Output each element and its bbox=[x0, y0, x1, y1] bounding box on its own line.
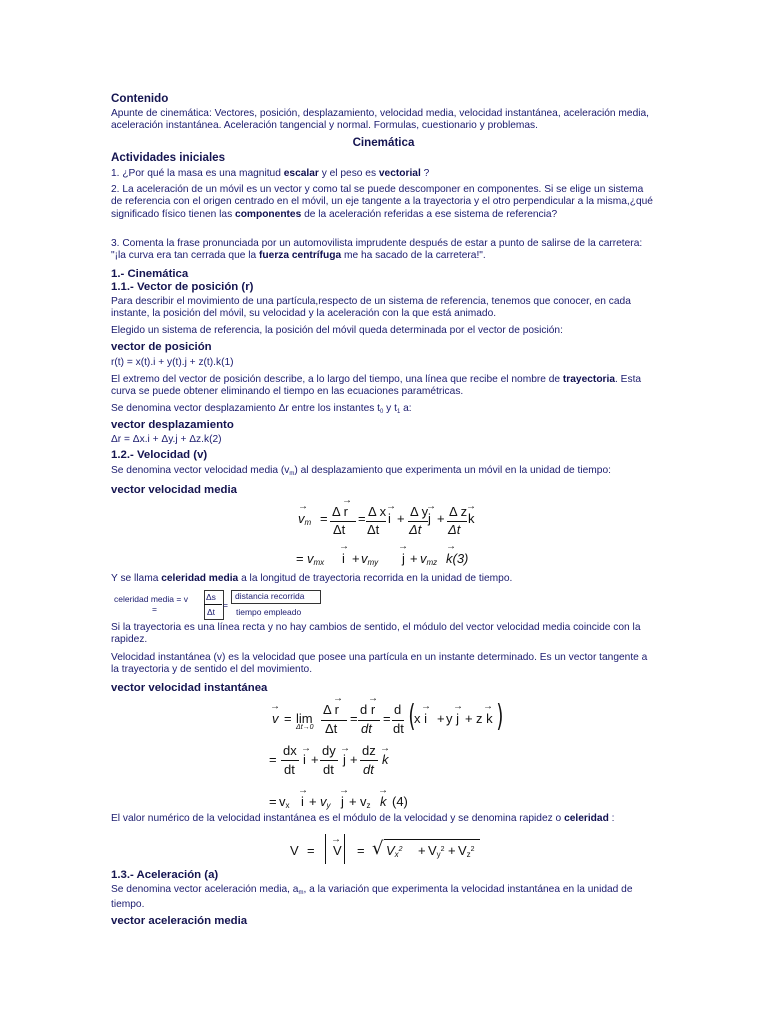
paragraph-4: Se denomina vector desplazamiento Δr entre los instantes $t_0$ y $t_1$ a: bbox=[111, 403, 412, 415]
vector-desplazamiento-title: vector desplazamiento bbox=[111, 419, 234, 431]
vector-posicion-equation: r(t) = x(t).i + y(t).j + z(t).k(1) bbox=[111, 357, 234, 368]
vector-velocidad-instantanea-title: vector velocidad instantánea bbox=[111, 682, 268, 694]
section-1-2-heading: 1.2.- Velocidad (v) bbox=[111, 449, 208, 461]
paragraph-9: El valor numérico de la velocidad instantánea es el módulo de la velocidad y se denomina rapidez o celeridad : bbox=[111, 813, 615, 824]
vector-posicion-title: vector de posición bbox=[111, 341, 212, 353]
contenido-text: Apunte de cinemática: Vectores, posición, desplazamiento, velocidad media, velocidad instantánea, aceleración media, aceleración instantánea. Aceleración tangencial y normal. Formulas, cuestionario y problemas. bbox=[111, 108, 649, 132]
paragraph-10: Se denomina vector aceleración media, $a_m$, a la variación que experimenta la velocidad instantánea en la unidad de tiempo. bbox=[111, 884, 633, 911]
document-page: Contenido Apunte de cinemática: Vectores, posición, desplazamiento, velocidad media, velocidad instantánea, aceleración media, aceleración instantánea. Aceleración tangencial y normal. Formulas, cuestionario y problemas. Cinemática Actividades iniciales 1. ¿Por qué la masa es una magnitud escalar y el peso es vectorial ? 2. La aceleración de un móvil es un vector y como tal se puede descomponer en componentes. Si se elige un sistema de referencia con el origen centrado en el móvil, un eje tangente a la trayectoria y el otro perpendicular a la misma,¿qué significado físico tienen las componentes de la aceleración referidas a ese sistema de referencia? 3. Comenta la frase pronunciada por un automovilista imprudente después de estar a punto de salirse de la carretera: "¡la curva era tan cerrada que la fuerza centrífuga me ha sacado de la carretera!". 1.- Cinemática 1.1.- Vector de posición (r) Para describir el movimiento de una partícula,respecto de un sistema de referencia, tenemos que conocer, en cada instante, la posición del móvil, su velocidad y la aceleración con la que está animado. Elegido un sistema de referencia, la posición del móvil queda determinada por el vector de posición: vector de posición r(t) = x(t).i + y(t).j + z(t).k(1) El extremo del vector de posición describe, a lo largo del tiempo, una línea que recibe el nombre de trayectoria. Esta curva se puede obtener eliminando el tiempo en las ecuaciones paramétricas. Se denomina vector desplazamiento Δr entre los instantes $t_0$ y $t_1$ a: vector desplazamiento Δr = Δx.i + Δy.j + Δz.k(2) 1.2.- Velocidad (v) Se denomina vector velocidad media $(v_m)$ al desplazamiento que experimenta un móvil en la unidad de tiempo: vector velocidad media → $v_m$ = → Δ r Δt = Δ x Δt → i + Δ y Δt → j + Δ z Δt → k = $v_{mx}$ → i + $v_{my}$ → j + $v_{mz}$ → k(3) Y se llama celeridad media a la longitud de trayectoria recorrida en la unidad de tiempo. celeridad media = v = Δs Δt = distancia recorrida tiempo empleado Si la trayectoria es una línea recta y no hay cambios de sentido, el módulo del vector velocidad media coincide con la rapidez. Velocidad instantánea (v) es la velocidad que posee una partícula en un instante determinado. Es un vector tangente a la trayectoria y de sentido el del movimiento. vector velocidad instantánea → v = lim Δt→0 → Δ r Δt = → d r dt = d dt ( → x i + → y j + → z k ) = dx dt → i + dy dt → j + dz dt → k = $v_x$ → i + $v_y$ → j + $v_z$ → k (4) El valor numérico de la velocidad instantánea es el módulo de la velocidad y se denomina rapidez o celeridad : V = → V = √ $V_x^2$ + $V_y^2$ + $V_z^2$ 1.3.- Aceleración (a) Se denomina vector aceleración media, $a_m$, a la variación que experimenta la velocidad instantánea en la unidad de tiempo. vector aceleración media bbox=[0, 0, 768, 1024]
main-title: Cinemática bbox=[352, 136, 415, 149]
actividades-title: Actividades iniciales bbox=[111, 151, 226, 164]
question-3: 3. Comenta la frase pronunciada por un automovilista imprudente después de estar a punto de salirse de la carretera: "¡la curva era tan cerrada que la fuerza centrífuga me ha sacado de la carretera!". bbox=[111, 238, 643, 262]
vector-velocidad-media-title: vector velocidad media bbox=[111, 484, 237, 496]
vector-aceleracion-media-title: vector aceleración media bbox=[111, 915, 248, 927]
paragraph-5: Se denomina vector velocidad media $(v_m)$ al desplazamiento que experimenta un móvil en la unidad de tiempo: bbox=[111, 465, 611, 477]
paragraph-6: Y se llama celeridad media a la longitud de trayectoria recorrida en la unidad de tiempo. bbox=[111, 573, 513, 584]
section-1-1-heading: 1.1.- Vector de posición (r) bbox=[111, 281, 254, 293]
section-1-heading: 1.- Cinemática bbox=[111, 268, 189, 280]
paragraph-1: Para describir el movimiento de una partícula,respecto de un sistema de referencia, tenemos que conocer, en cada instante, la posición del móvil, su velocidad y la aceleración con la que está animado. bbox=[111, 296, 631, 320]
section-1-3-heading: 1.3.- Aceleración (a) bbox=[111, 869, 219, 881]
paragraph-3: El extremo del vector de posición describe, a lo largo del tiempo, una línea que recibe el nombre de trayectoria. Esta curva se puede obtener eliminando el tiempo en las ecuaciones paramétricas. bbox=[111, 374, 642, 398]
contenido-title: Contenido bbox=[111, 92, 169, 105]
paragraph-8: Velocidad instantánea (v) es la velocidad que posee una partícula en un instante determinado. Es un vector tangente a la trayectoria y de sentido el del movimiento. bbox=[111, 652, 648, 676]
vector-desplazamiento-equation: Δr = Δx.i + Δy.j + Δz.k(2) bbox=[111, 434, 222, 445]
paragraph-7: Si la trayectoria es una línea recta y no hay cambios de sentido, el módulo del vector velocidad media coincide con la rapidez. bbox=[111, 622, 641, 646]
paragraph-2: Elegido un sistema de referencia, la posición del móvil queda determinada por el vector de posición: bbox=[111, 325, 563, 336]
question-2: 2. La aceleración de un móvil es un vector y como tal se puede descomponer en componentes. Si se elige un sistema de referencia con el origen centrado en el móvil, un eje tangente a la trayectoria y el otro perpendicular a la misma,¿qué significado físico tienen las componentes de la aceleración referidas a ese sistema de referencia? bbox=[111, 184, 653, 220]
question-1: 1. ¿Por qué la masa es una magnitud escalar y el peso es vectorial ? bbox=[111, 168, 430, 179]
